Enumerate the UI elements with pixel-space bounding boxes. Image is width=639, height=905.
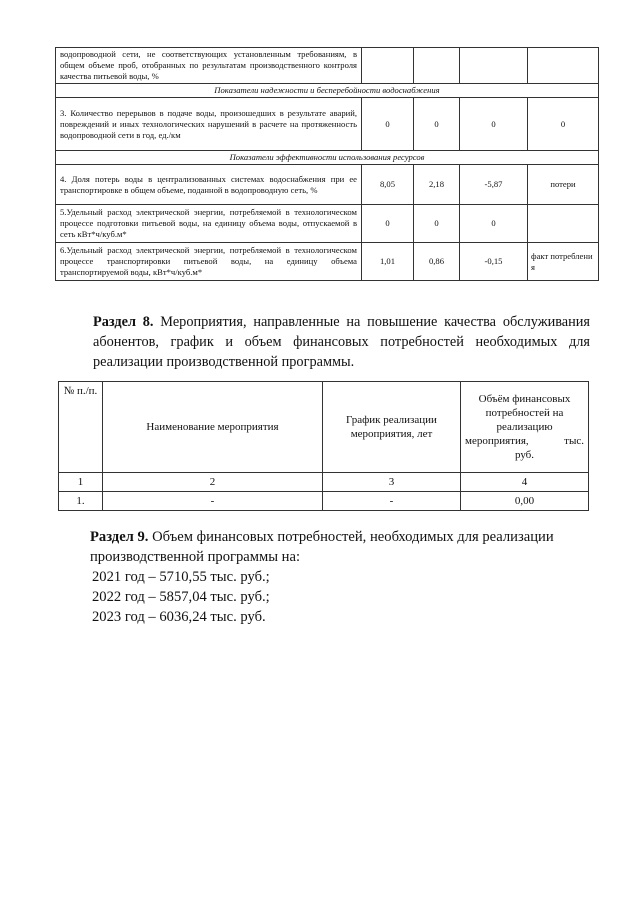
section-title-reliability: Показатели надежности и бесперебойности водоснабжения [56,84,599,98]
indicators-table [55,47,599,281]
section-9-heading [58,527,588,567]
section-9-text: Объем финансовых потребностей, необходимых для реализации производственной программы на: [90,529,554,565]
measures-table [58,381,589,511]
table-row: 6.Удельный расход электрической энергии, потребляемой в технологическом процессе транспортировки питьевой воды, на единицу объема транспортируемой воды, кВт*ч/куб.м* 1,01 0,86 -0,15 факт потреблени я [56,243,599,281]
header-name: Наименование мероприятия [103,382,323,473]
year-line-2023: 2023 год – 6036,24 тыс. руб. [92,609,266,625]
section-9-lead: Раздел 9. [90,529,149,545]
indicator-text: 4. Доля потерь воды в централизованных системах водоснабжения при ее транспортировке в общем объеме, поданной в водопроводную сеть, % [56,165,362,205]
indicator-text: 3. Количество перерывов в подаче воды, произошедших в результате аварий, повреждений и иных технологических нарушений в расчете на протяженность водопроводной сети в год, ед./км [56,98,362,151]
year-line-2022: 2022 год – 5857,04 тыс. руб.; [92,589,270,605]
section-9 [58,527,588,627]
header-number: № п./п. [59,382,103,473]
table-header-row [59,382,589,473]
section-row [56,151,599,165]
indicator-text: 5.Удельный расход электрической энергии, потребляемой в технологическом процессе подготовки питьевой воды, на единицу объема воды, отпускаемой в сеть кВт*ч/куб.м* [56,205,362,243]
header-schedule: График реализации мероприятия, лет [323,382,461,473]
indicator-text: водопроводной сети, не соответствующих установленным требованиям, в общем объеме проб, отобранных по результатам производственного контроля качества питьевой воды, % [56,48,362,84]
table-row: 1. - - 0,00 [59,492,589,511]
section-8-text: Мероприятия, направленные на повышение качества обслуживания абонентов, график и объем финансовых потребностей необходимых для реализации производственной программы. [93,314,591,370]
table-row: 4. Доля потерь воды в централизованных системах водоснабжения при ее транспортировке в общем объеме, поданной в водопроводную сеть, % 8,05 2,18 -5,87 потери [56,165,599,205]
year-line-2021: 2021 год – 5710,55 тыс. руб.; [92,569,270,585]
section-title-efficiency: Показатели эффективности использования ресурсов [56,151,599,165]
table-index-row: 1 2 3 4 [59,473,589,492]
section-row [56,84,599,98]
section-8-heading [93,312,590,372]
header-finance: Объём финансовых потребностей на реализацию мероприятия, тыс. руб. [461,382,589,473]
indicator-text: 6.Удельный расход электрической энергии, потребляемой в технологическом процессе транспортировки питьевой воды, на единицу объема транспортируемой воды, кВт*ч/куб.м* [56,243,362,281]
section-8-lead: Раздел 8. [93,314,154,330]
table-row: 3. Количество перерывов в подаче воды, произошедших в результате аварий, повреждений и иных технологических нарушений в расчете на протяженность водопроводной сети в год, ед./км 0 0 0 0 [56,98,599,151]
table-row [56,48,599,84]
table-row: 5.Удельный расход электрической энергии, потребляемой в технологическом процессе подготовки питьевой воды, на единицу объема воды, отпускаемой в сеть кВт*ч/куб.м* 0 0 0 [56,205,599,243]
